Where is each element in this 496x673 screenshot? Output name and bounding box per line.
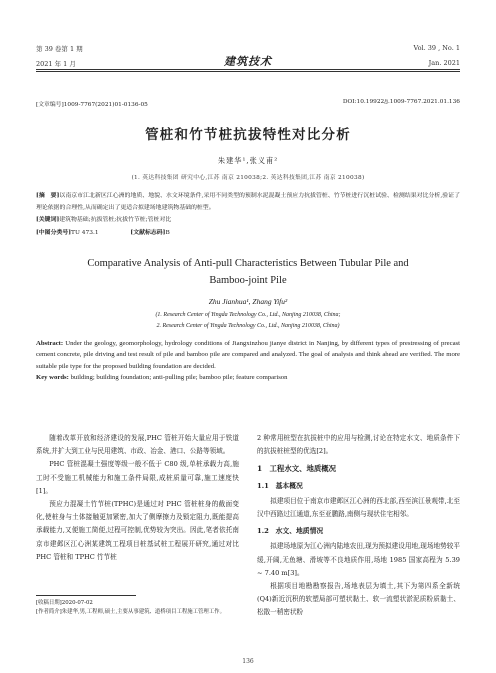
keywords-en-text: building; building foundation; anti-pulling pile; bamboo pile; feature comparison	[70, 373, 288, 381]
abstract-en	[36, 338, 460, 383]
abstract-cn	[36, 190, 460, 239]
title-cn: 管桩和竹节桩抗拔特性对比分析	[145, 127, 351, 143]
section-heading-1-2: 1.2 水文、地质情况	[257, 527, 324, 536]
volume-en: Vol. 39 , No. 1	[413, 44, 460, 52]
title-en-line2: Bamboo-joint Pile	[209, 275, 287, 286]
doi: DOI:10.19922/j.1009-7767.2021.01.136	[342, 99, 460, 105]
section-heading-1: 1 工程水文、地质概况	[257, 464, 337, 474]
keywords-en	[36, 372, 460, 383]
body-left-column	[36, 432, 239, 564]
body-paragraph: 拟建场地原为江心洲内陆地农田,现为预拟建设用地,现场地势较平缓,开阔,无鱼塘、滑坡等不良地质作用,场地 1985 国家高程为 5.39 ~ 7.40 m[3]。	[257, 542, 460, 577]
affiliation-cn: (1. 英达科技集团 研究中心,江苏 南京 210038;2. 英达科技集团,江苏 南京 210038)	[131, 175, 365, 181]
body-paragraph: 预应力混凝土竹节桩(TPHC)是通过对 PHC 管桩桩身的截面变化,使桩身与土体接触更加紧密,加大了侧摩擦力及锁定阻力,既能提高承载能力,又便施工简便,过程可控制,优势较为突出。因此,笔者依托南京市建邺区江心洲某建筑工程项目桩基试桩工程展开研究,通过对比 PHC 管桩和 TPHC 竹节桩	[36, 500, 239, 561]
author-bio	[36, 608, 239, 617]
header-rule	[36, 69, 460, 70]
title-en-line1: Comparative Analysis of Anti-pull Characteristics Between Tubular Pile and	[87, 258, 409, 269]
doc-code-value: B	[165, 229, 170, 236]
affiliation-en-line1: (1. Research Center of Yingda Technology Co., Ltd., Nanjing 210038, China;	[155, 312, 341, 318]
body-paragraph: 随着改革开放和经济建设的发展,PHC 管桩开始大量应用于铁道系统,并扩大到工业与民用建筑、市政、冶金、港口、公路等领域。	[36, 434, 239, 456]
journal-logo: 建筑技术	[224, 55, 272, 68]
received-value: 2020-07-02	[61, 600, 93, 606]
abstract-en-text: Under the geology, geomorphology, hydrology conditions of Jiangxinzhou jianye district in Nanjing, by different types of prestressing of precast cement concrete, pile driving and test result of pile and bamboo pile are compared and analyzed. The goal of analysis and think ahead are verified. The more suitable pile type for the proposed building foundation are decided.	[36, 340, 460, 370]
affiliation-en-line2: 2. Research Center of Yingda Technology Co., Ltd., Nanjing 210038, China)	[156, 323, 340, 329]
section-heading-1-1: 1.1 基本概况	[257, 481, 303, 490]
keywords-cn-text: 建筑物基础;抗拔管桩;抗拔竹节桩;管桩对比	[59, 217, 172, 223]
footnote	[36, 599, 239, 617]
body-paragraph: 2 种常用桩型在抗拔桩中的应用与检测,讨论在特定水文、地质条件下的抗拔桩桩型的优选[2]。	[257, 434, 460, 456]
abstract-cn-label: [摘 要]	[36, 192, 60, 199]
clc-label: [中图分类号]	[36, 228, 72, 236]
header-rule-thin	[36, 71, 460, 72]
keywords-cn-label: [关键词]	[36, 216, 60, 223]
abstract-en-label: Abstract:	[36, 340, 64, 347]
authors-en: Zhu Jianhua¹, Zhang Yifu²	[208, 297, 288, 306]
article-number: [文章编号]1009-7767(2021)01-0136-05	[36, 102, 148, 108]
abstract-cn-text: 以南京市江北新区江心洲的地质、地貌、水文环境条件,采用不同类型的预制水泥混凝土预应力抗拔管桩、竹节桩进行沉桩试验、检测结果对比分析,验证了理论依据的合理性,从而确定出了更适合拟建场地建筑物基础的桩型。	[36, 193, 460, 211]
keywords-en-label: Key words:	[36, 373, 69, 381]
author-bio-label: [作者简介]	[36, 609, 62, 615]
clc-value: TU 473.1	[71, 229, 99, 236]
classification-cn	[36, 227, 460, 240]
body-paragraph: PHC 管桩混凝土强度等级一般不低于 C80 级,单桩承载力高,施工时不受施工机械能力和施工条件局限,成桩质量可靠,施工速度快[1]。	[36, 460, 239, 495]
body-paragraph: 根据项目地勘勘察报告,场地表层为填土,其下为第四系全新统(Q4)新近沉积的软塑局部可塑状黏土、软一流塑状淤泥质粉质黏土、松散一稍密状粉	[257, 582, 460, 617]
received-date	[36, 599, 239, 608]
received-label: [收稿日期]	[36, 600, 62, 606]
volume-cn: 第 39 卷第 1 期	[36, 45, 83, 53]
authors-cn: 朱建华¹,张义甫²	[217, 156, 279, 165]
date-cn: 2021 年 1 月	[36, 60, 76, 68]
keywords-cn	[36, 214, 460, 227]
body-paragraph: 拟建项目位于南京市建邺区江心洲的西北部,西至滨江景观带,北至汉中西路过江通道,东至亚鹏路,南侧与现状住宅相邻。	[257, 496, 460, 519]
footnote-rule	[36, 595, 136, 596]
page-number: 136	[242, 658, 254, 665]
doc-code-label: [文献标志码]	[130, 228, 166, 236]
date-en: Jan. 2021	[428, 59, 460, 67]
author-bio-text: 朱建华,男,工程师,硕士,主要从事建筑、道桥项目工程施工管理工作。	[61, 609, 225, 615]
body-right-column	[257, 432, 460, 620]
